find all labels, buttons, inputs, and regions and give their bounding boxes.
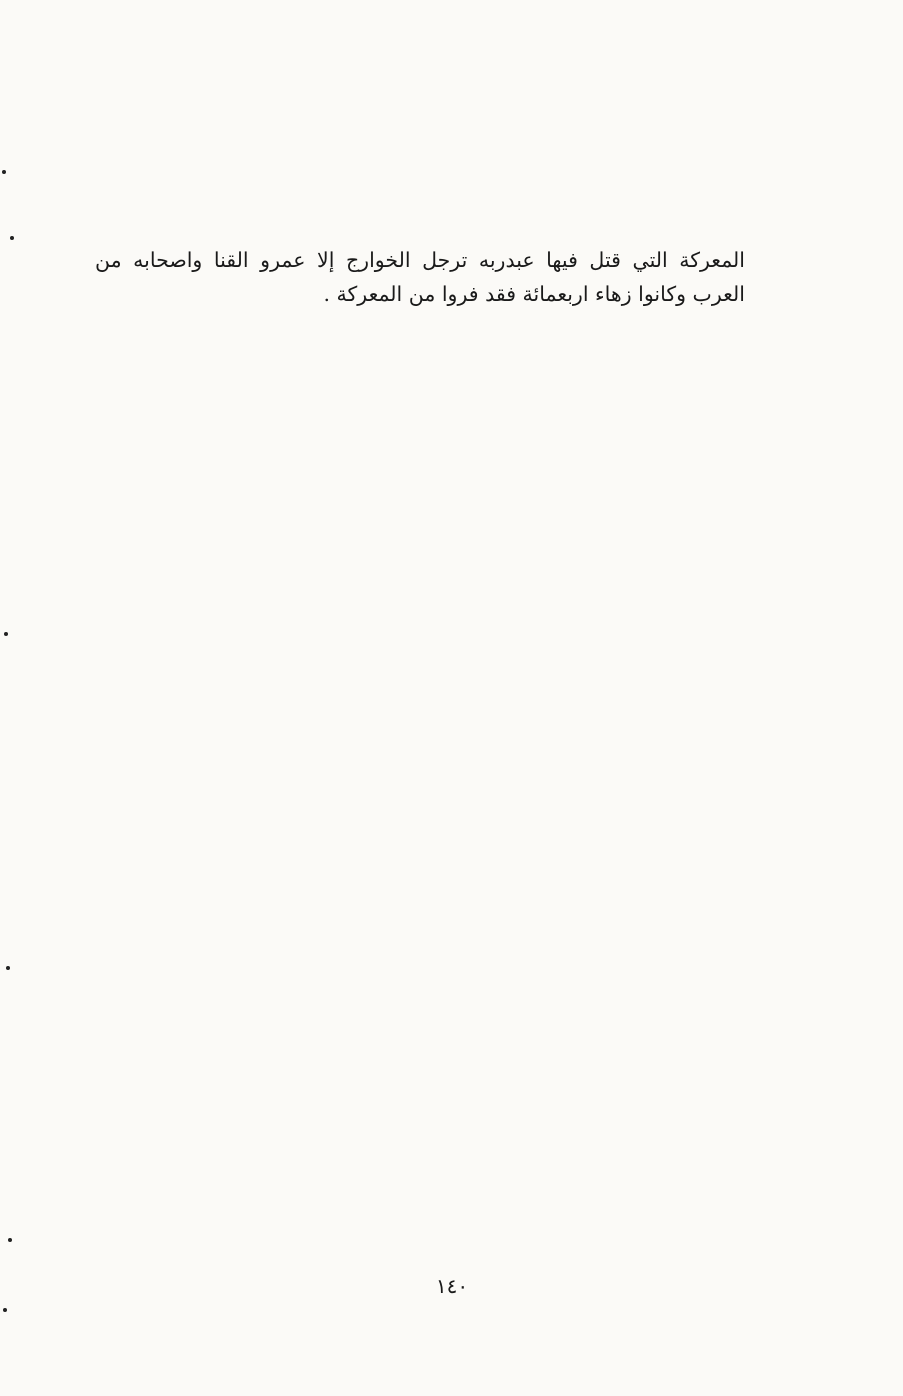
page-number: ١٤٠ (435, 1274, 469, 1298)
intro-paragraph: المعركة التي قتل فيها عبدربه ترجل الخوارج إلا عمرو القنا واصحابه من العرب وكانوا زهاء اربعمائة فقد فروا من المعركة . (95, 247, 745, 306)
scan-speck (6, 966, 10, 970)
scan-speck (8, 1238, 12, 1242)
scan-speck (10, 236, 14, 240)
scan-speck (4, 632, 8, 636)
scan-speck (3, 1308, 7, 1312)
scan-speck (2, 170, 6, 174)
